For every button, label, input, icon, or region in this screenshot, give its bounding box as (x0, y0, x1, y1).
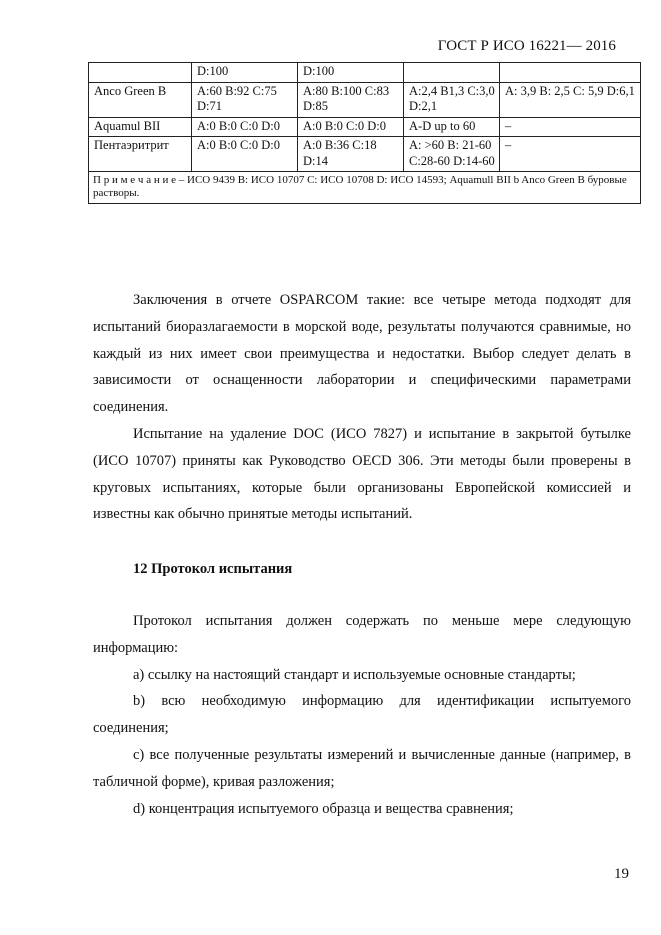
document-header: ГОСТ Р ИСО 16221— 2016 (437, 38, 616, 54)
table-cell: Aquamul BII (89, 117, 192, 137)
table-row (89, 63, 641, 83)
protocol-list (93, 608, 631, 822)
table-cell (500, 63, 641, 83)
list-item: b) всю необходимую информацию для идентификации испытуемого соединения; (93, 693, 631, 737)
table-cell: A: >60 B: 21-60 C:28-60 D:14-60 (404, 137, 500, 172)
list-item: a) ссылку на настоящий стандарт и используемые основные стандарты; (133, 666, 576, 683)
table-cell: A: 3,9 B: 2,5 C: 5,9 D:6,1 (500, 82, 641, 117)
list-item: c) все полученные результаты измерений и вычисленные данные (например, в табличной форме), кривая разложения; (93, 746, 631, 790)
table-cell: D:100 (298, 63, 404, 83)
table-cell (89, 63, 192, 83)
table-note-row (89, 172, 641, 204)
table-cell: A:0 B:36 C:18 D:14 (298, 137, 404, 172)
table-cell: A-D up to 60 (404, 117, 500, 137)
table-cell: A:0 B:0 C:0 D:0 (192, 117, 298, 137)
conclusions-text (93, 287, 631, 528)
table-cell: A:60 B:92 C:75 D:71 (192, 82, 298, 117)
table-cell: Anco Green B (89, 82, 192, 117)
table-cell: A:2,4 B1,3 C:3,0 D:2,1 (404, 82, 500, 117)
paragraph: Испытание на удаление DOC (ИСО 7827) и испытание в закрытой бутылке (ИСО 10707) приняты как Руководство OECD 306. Эти методы были проверены в круговых испытаниях, которые были организованы Европейской комиссией и известны как обычно принятые методы испытаний. (93, 425, 631, 523)
results-table (88, 62, 641, 204)
table-cell: Пентаэритрит (89, 137, 192, 172)
table-row (89, 82, 641, 117)
table-cell (404, 63, 500, 83)
list-item: d) концентрация испытуемого образца и вещества сравнения; (133, 800, 514, 817)
table-cell: A:0 B:0 C:0 D:0 (192, 137, 298, 172)
table-note-text: – ИСО 9439 B: ИСО 10707 C: ИСО 10708 D: ИСО 14593; Aquamull BII b Anco Green B буровые растворы. (93, 174, 627, 199)
table-cell: A:80 B:100 C:83 D:85 (298, 82, 404, 117)
table-row (89, 137, 641, 172)
table-note-label: П р и м е ч а н и е (93, 174, 176, 186)
table-row (89, 117, 641, 137)
table-cell: – (500, 117, 641, 137)
page-number: 19 (614, 866, 629, 882)
section-heading: 12 Протокол испытания (133, 561, 293, 577)
paragraph: Заключения в отчете OSPARCOM такие: все четыре метода подходят для испытаний биоразлагаемости в морской воде, результаты получаются сравнимые, но каждый из них имеет свои преимущества и недостатки. Выбор следует делать в зависимости от оснащенности лаборатории и специфическими параметрами соединения. (93, 292, 631, 416)
table-cell: D:100 (192, 63, 298, 83)
section-intro: Протокол испытания должен содержать по меньше мере следующую информацию: (93, 613, 631, 656)
table-cell: – (500, 137, 641, 172)
table-note (89, 172, 641, 204)
table-cell: A:0 B:0 C:0 D:0 (298, 117, 404, 137)
